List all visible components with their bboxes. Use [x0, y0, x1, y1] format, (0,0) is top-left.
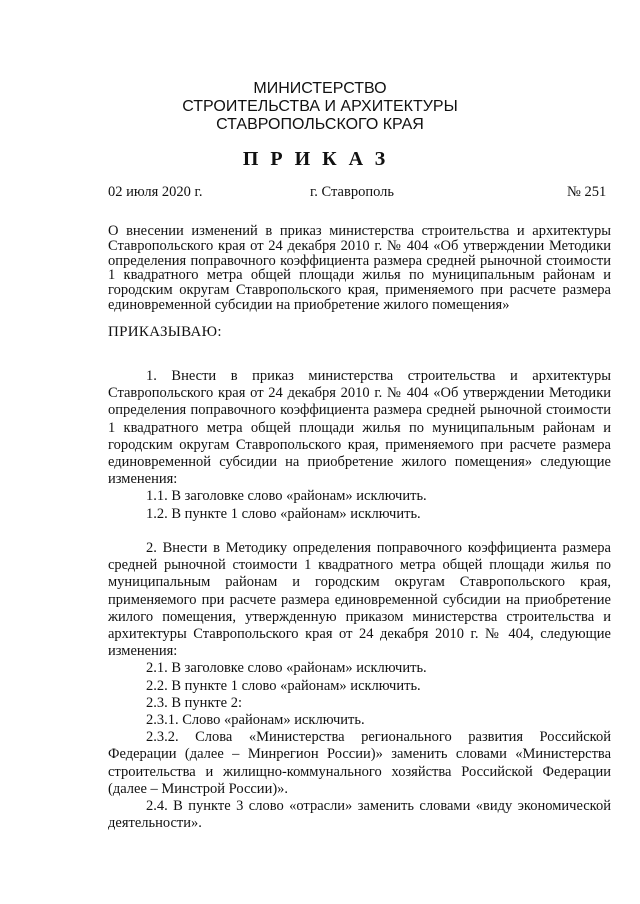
document-title: ПРИКАЗ — [242, 148, 398, 170]
clause-2-4: 2.4. В пункте 3 слово «отрасли» заменить словами «виду экономической деятельности». — [108, 798, 611, 832]
clause-2-3-2: 2.3.2. Слова «Министерства регионального развития Российской Федерации (далее – Минрегион России)» заменить словами «Министерства строительства и жилищно-коммунального хозяйства Российской Федерации (далее – Минстрой России)». — [108, 729, 611, 797]
order-city: г. Ставрополь — [310, 184, 395, 200]
clause-1-2: 1.2. В пункте 1 слово «районам» исключить. — [146, 505, 421, 522]
clause-2 — [108, 540, 611, 832]
clause-1 — [108, 368, 611, 523]
clause-1-text: 1. Внести в приказ министерства строительства и архитектуры Ставропольского края от 24 декабря 2010 г. № 404 «Об утверждении Методики определения поправочного коэффициента размера средней рыночной стоимости 1 квадратного метра общей площади жилья по муниципальным районам и городским округам Ставропольского края, применяемого при расчете размера единовременной субсидии на приобретение жилого помещения» следующие изменения: — [108, 368, 611, 488]
clause-2-3-1: 2.3.1. Слово «районам» исключить. — [146, 712, 365, 729]
clause-2-2: 2.2. В пункте 1 слово «районам» исключить. — [146, 677, 421, 694]
clause-2-1: 2.1. В заголовке слово «районам» исключить. — [146, 660, 427, 677]
clause-2-text: 2. Внести в Методику определения поправочного коэффициента размера средней рыночной стоимости 1 квадратного метра общей площади жилья по муниципальным районам и городским округам Ставропольского края, применяемого при расчете размера единовременной субсидии на приобретение жилого помещения, утвержденную приказом министерства строительства и архитектуры Ставропольского края от 24 декабря 2010 г. № 404, следующие изменения: — [108, 540, 611, 660]
ministry-name-line-1: МИНИСТЕРСТВО — [253, 80, 387, 97]
ministry-name-line-2: СТРОИТЕЛЬСТВА И АРХИТЕКТУРЫ — [182, 98, 458, 115]
order-subject: О внесении изменений в приказ министерства строительства и архитектуры Ставропольского края от 24 декабря 2010 г. № 404 «Об утверждении Методики определения поправочного коэффициента размера средней рыночной стоимости 1 квадратного метра общей площади жилья по муниципальным районам и городским округам Ставропольского края, применяемого при расчете размера единовременной субсидии на приобретение жилого помещения» — [108, 223, 611, 313]
clause-1-1: 1.1. В заголовке слово «районам» исключить. — [146, 488, 427, 505]
ministry-name-line-3: СТАВРОПОЛЬСКОГО КРАЯ — [216, 116, 424, 133]
order-number: № 251 — [567, 184, 607, 200]
order-directive: ПРИКАЗЫВАЮ: — [108, 324, 222, 340]
clause-2-3: 2.3. В пункте 2: — [146, 694, 242, 711]
order-date: 02 июля 2020 г. — [108, 184, 203, 200]
